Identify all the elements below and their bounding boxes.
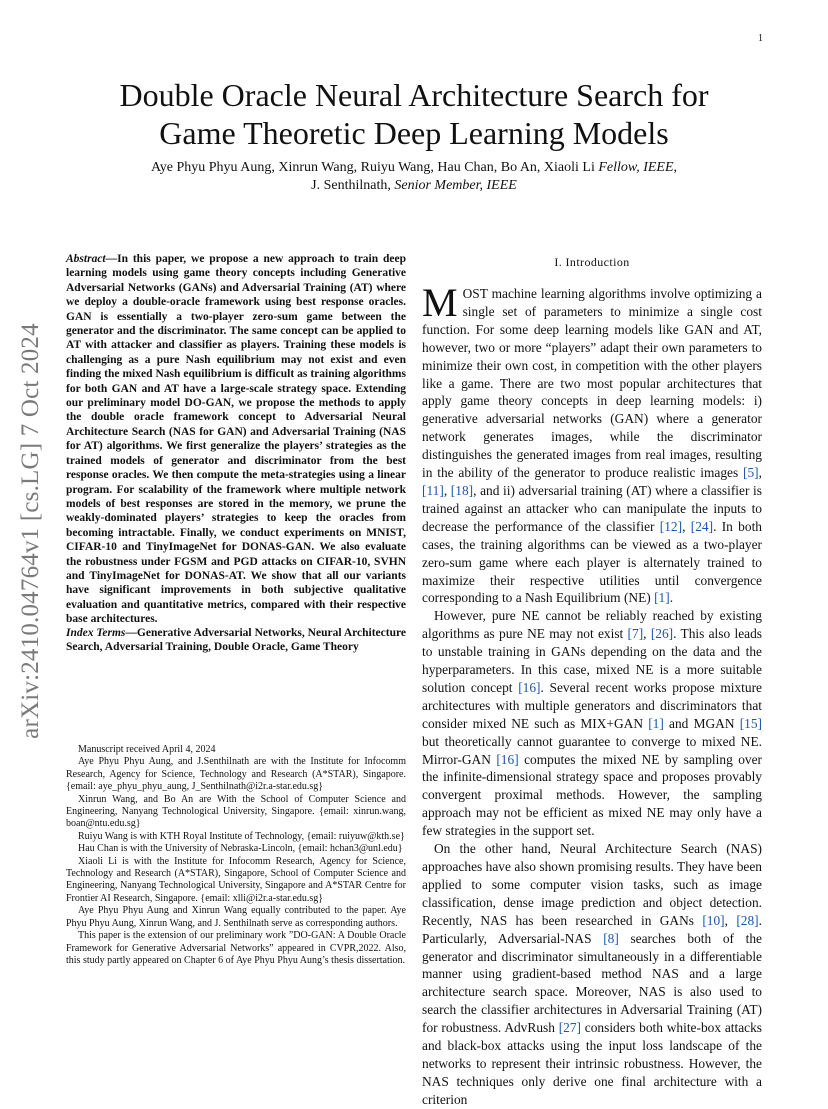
citation-link[interactable]: [24]	[690, 518, 714, 534]
footnote: This paper is the extension of our preliminary work ”DO-GAN: A Double Oracle Framework for Generative Adversarial Networks” appeared in CVPR,2022. Also, this study partly appeared on Chapter 6 of Aye Phyu Phyu Aung’s thesis dissertation.	[66, 930, 406, 966]
fellow-title: Fellow, IEEE	[598, 160, 674, 175]
body-text: . This also leads to unstable training in GANs depending on the data and the hyperparameters. In this case, mixed NE is a more suitable solution concept	[422, 626, 762, 695]
abstract-label: Abstract	[66, 253, 106, 265]
citation-link[interactable]: [15]	[739, 715, 762, 731]
paragraph-2	[422, 607, 762, 840]
footnotes	[66, 744, 406, 967]
body-text: However, pure NE cannot be reliably reached by existing algorithms as pure NE may not exist	[422, 608, 762, 642]
body-text: searches both of the generator and discriminator simultaneously in a differentiable manner using gradient-based method NAS and a large architecture search space. Moreover, NAS is also used to search the classifier architectures in Adversarial Training (AT) for robustness. AdvRush	[422, 930, 762, 1036]
arxiv-watermark	[16, 296, 46, 766]
body-text: but theoretically cannot guarantee to converge to mixed NE. Mirror-GAN	[422, 733, 762, 767]
citation-link[interactable]: [11]	[422, 482, 444, 498]
citation-link[interactable]: [7]	[627, 626, 644, 642]
paragraph-1	[422, 280, 762, 607]
footnote: Manuscript received April 4, 2024	[78, 744, 216, 755]
body-text: ,	[724, 912, 737, 928]
index-terms-label: Index Terms	[66, 627, 126, 639]
footnote: Ruiyu Wang is with KTH Royal Institute of Technology, {email: ruiyuw@kth.se}	[78, 830, 405, 842]
body-text: ,	[758, 465, 762, 481]
citation-link[interactable]: [16]	[518, 679, 541, 695]
body-text: . Particularly, Adversarial-NAS	[422, 912, 762, 946]
citation-link[interactable]: [28]	[736, 912, 759, 928]
index-terms-text: —Generative Adversarial Networks, Neural Architecture Search, Adversarial Training, Double Oracle, Game Theory	[66, 627, 406, 654]
page-number: 1	[758, 33, 763, 44]
title-line: Double Oracle Neural Architecture Search for	[119, 77, 709, 113]
abstract	[66, 252, 406, 627]
citation-link[interactable]: [27]	[558, 1020, 582, 1036]
citation-link[interactable]: [16]	[496, 751, 519, 767]
paper-title	[60, 76, 768, 152]
citation-link[interactable]: [12]	[659, 518, 683, 534]
footnote: Xiaoli Li is with the Institute for Infocomm Research, Agency for Science, Technology and Research (A*STAR), Singapore, School of Computer Science and Engineering, Nanyang Technological University, Singapore and A*STAR Centre for Frontier AI Research, Singapore. {email: xlli@i2r.a-star.edu.sg}	[66, 855, 406, 904]
footnote: Aye Phyu Phyu Aung, and J.Senthilnath are with the Institute for Infocomm Research, Agency for Science, Technology and Research (A*STAR), Singapore. {email: aye_phyu_phyu_aung, J_Senthilnath@i2r.a-star.edu.sg}	[66, 756, 406, 793]
body-text: . Several recent works propose mixture architectures with multiple generators and discriminators that consider mixed NE such as MIX+GAN	[422, 679, 762, 731]
citation-link[interactable]: [1]	[648, 715, 664, 731]
authors-names: Aye Phyu Phyu Aung, Xinrun Wang, Ruiyu Wang, Hau Chan, Bo An, Xiaoli Li	[150, 160, 595, 175]
citation-link[interactable]: [26]	[650, 626, 674, 642]
footnote: Hau Chan is with the University of Nebraska-Lincoln, {email: hchan3@unl.edu}	[78, 843, 403, 855]
citation-link[interactable]: [8]	[603, 930, 619, 946]
body-text: , and ii) adversarial training (AT) where a classifier is trained against an attacker who can manipulate the inputs to decrease the performance of the classifier	[422, 482, 762, 534]
citation-link[interactable]: [5]	[743, 465, 759, 481]
citation-link[interactable]: [18]	[450, 482, 474, 498]
paragraph-3	[422, 840, 762, 1109]
body-text: considers both white-box attacks and black-box attacks using the input loss landscape of the networks to represent their intrinsic robustness. However, the NAS techniques only derive one final architecture with a criterion	[422, 1020, 762, 1107]
footnote: Aye Phyu Phyu Aung and Xinrun Wang equally contributed to the paper. Aye Phyu Phyu Aung, Xinrun Wang, and J. Senthilnath serve as corresponding authors.	[66, 905, 406, 929]
index-terms	[66, 626, 406, 655]
author-senthilnath: J. Senthilnath,	[311, 178, 391, 193]
body-text: ,	[643, 626, 651, 642]
footnote: Xinrun Wang, and Bo An are With the School of Computer Science and Engineering, Nanyang Technological University, Singapore. {email: xinrun.wang, boan@ntu.edu.sg}	[66, 793, 406, 830]
body-text: OST machine learning algorithms involve optimizing a single set of parameters to minimize a single cost function. For some deep learning models like GAN and AT, however, two or more “players” adapt their own parameters to minimize their own cost, in competition with the other players like a game. There are two most popular architectures that apply game theory concepts in deep learning models: i) generative adversarial networks (GAN) where a generator network generates images, while the discriminator distinguishes the generated images from real images, resulting in the ability of the generator to produce realistic images	[422, 286, 762, 481]
author-list: Aye Phyu Phyu Aung, Xinrun Wang, Ruiyu Wang, Hau Chan, Bo An, Xiaoli Li Fellow, IEEE, J. Senthilnath, Senior Member, IEEE	[150, 160, 678, 193]
senior-member-title: Senior Member, IEEE	[394, 178, 517, 193]
body-text: computes the mixed NE by sampling over the infinite-dimensional strategy space and proposes provably convergent proximal methods. However, the sampling approach may not be efficient as mixed NE may only have a few strategies in the support set.	[422, 751, 762, 839]
body-text: ,	[682, 518, 691, 534]
body-text: . In both cases, the training algorithms can be viewed as a two-player zero-sum game where each player is alternately trained to maximize their respective utilities until convergence corresponding to a Nash Equilibrium (NE)	[422, 518, 762, 606]
section-heading: I. Introduction	[554, 255, 630, 269]
drop-cap: M	[422, 280, 458, 325]
body-text: .	[669, 590, 674, 606]
citation-link[interactable]: [1]	[654, 590, 670, 606]
abstract-text: —In this paper, we propose a new approach to train deep learning models using game theory concepts including Generative Adversarial Networks (GANs) and Adversarial Training (AT) where we deploy a double-oracle framework using best response oracles. GAN is essentially a two-player zero-sum game between the generator and the discriminator. The same concept can be applied to AT with attacker and classifier as players. Training these models is challenging as a pure Nash equilibrium may not exist and even finding the mixed Nash equilibrium is difficult as training algorithms for both GAN and AT have a large-scale strategy space. Extending our preliminary model DO-GAN, we propose the methods to apply the double oracle framework concept to Adversarial Neural Architecture Search (NAS for GAN) and Adversarial Training (NAS for AT) algorithms. We first generalize the players’ strategies as the trained models of generator and discriminator from the best response oracles. We then compute the meta-strategies using a linear program. For scalability of the framework where multiple network models of best responses are stored in the memory, we prune the weakly-dominated players’ strategies to keep the oracles from becoming intractable. Finally, we conduct experiments on MNIST, CIFAR-10 and TinyImageNet for DONAS-GAN. We also evaluate the robustness under FGSM and PGD attacks on CIFAR-10, SVHN and TinyImageNet for DONAS-AT. We show that all our variants have significant improvements in both subjective qualitative evaluation and quantitative metrics, compared with their respective base architectures.	[66, 253, 406, 626]
body-text: On the other hand, Neural Architecture Search (NAS) approaches have also shown promising results. They have been applied to some computer vision tasks, such as image classification, dense image prediction and object detection. Recently, NAS has been researched in GANs	[422, 841, 762, 928]
citation-link[interactable]: [10]	[702, 912, 725, 928]
arxiv-id: arXiv:2410.04764v1 [cs.LG] 7 Oct 2024	[17, 323, 44, 739]
title-line: Game Theoretic Deep Learning Models	[159, 115, 669, 151]
body-text: and MGAN	[663, 715, 740, 731]
introduction-body	[422, 280, 762, 1109]
body-text: ,	[443, 482, 451, 498]
